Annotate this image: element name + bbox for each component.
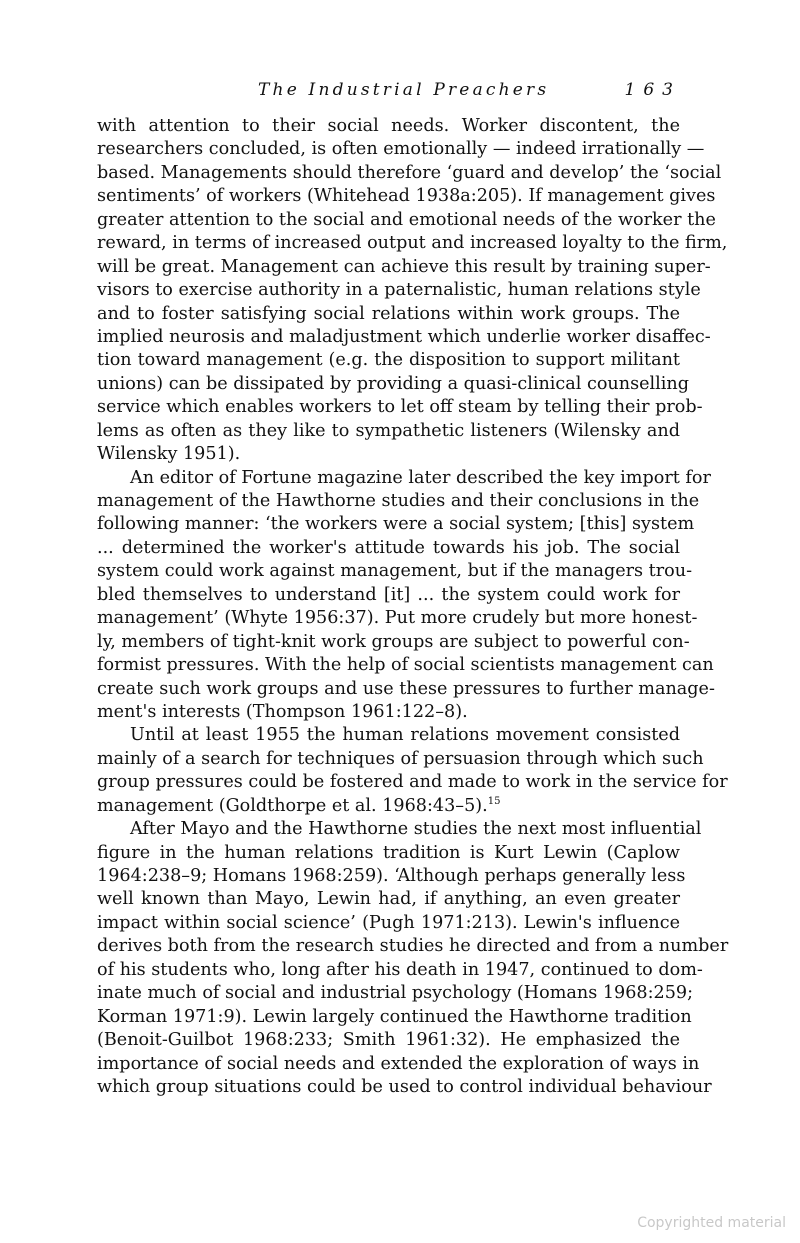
paragraph-2: [97, 467, 715, 725]
text-line: service which enables workers to let off steam by telling their prob-: [97, 397, 703, 418]
text-line: bled themselves to understand [it] ... the system could work for: [97, 584, 680, 605]
text-line: well known than Mayo, Lewin had, if anything, an even greater: [97, 889, 680, 910]
text-line: will be great. Management can achieve this result by training super-: [97, 256, 711, 277]
text-line: reward, in terms of increased output and increased loyalty to the firm,: [97, 233, 728, 254]
copyright-watermark: Copyrighted material: [637, 1215, 786, 1231]
text-line: and to foster satisfying social relations within work groups. The: [97, 303, 680, 324]
text-line: of his students who, long after his death in 1947, continued to dom-: [97, 959, 703, 980]
paragraph-3: [97, 724, 728, 818]
running-title: The Industrial Preachers: [258, 80, 550, 100]
text-line: management (Goldthorpe et al. 1968:43–5).: [97, 795, 488, 816]
text-line: following manner: ‘the workers were a social system; [this] system: [97, 514, 695, 535]
text-line: which group situations could be used to control individual behaviour: [97, 1076, 712, 1097]
text-line: derives both from the research studies he directed and from a number: [97, 936, 729, 957]
text-line: ment's interests (Thompson 1961:122–8).: [97, 701, 468, 722]
text-line: management’ (Whyte 1956:37). Put more crudely but more honest-: [97, 608, 698, 629]
text-line: implied neurosis and maladjustment which underlie worker disaffec-: [97, 326, 711, 347]
paragraph-4: [97, 818, 729, 1099]
paragraph-1: [97, 115, 728, 467]
text-line: formist pressures. With the help of social scientists management can: [97, 655, 714, 676]
page-number: 163: [624, 80, 681, 100]
text-line: impact within social science’ (Pugh 1971:213). Lewin's influence: [97, 912, 680, 933]
text-line: system could work against management, but if the managers trou-: [97, 561, 693, 582]
text-line: unions) can be dissipated by providing a quasi-clinical counselling: [97, 373, 690, 394]
text-line: importance of social needs and extended the exploration of ways in: [97, 1053, 700, 1074]
text-line: management of the Hawthorne studies and their conclusions in the: [97, 491, 700, 511]
text-line: greater attention to the social and emotional needs of the worker the: [97, 209, 716, 230]
text-line: visors to exercise authority in a paternalistic, human relations style: [97, 280, 701, 301]
text-line-with-note: [97, 795, 680, 818]
text-line: tion toward management (e.g. the disposition to support militant: [97, 350, 680, 371]
text-line: ... determined the worker's attitude towards his job. The social: [97, 537, 680, 558]
text-line: ly, members of tight-knit work groups are subject to powerful con-: [97, 631, 690, 652]
text-line: create such work groups and use these pressures to further manage-: [97, 678, 715, 699]
text-line: Wilensky 1951).: [97, 444, 241, 465]
text-line: Korman 1971:9). Lewin largely continued the Hawthorne tradition: [97, 1006, 692, 1027]
text-line: lems as often as they like to sympathetic listeners (Wilensky and: [97, 420, 680, 441]
body-text: [97, 115, 729, 1099]
text-line: figure in the human relations tradition is Kurt Lewin (Caplow: [97, 842, 680, 863]
text-line-first: Until at least 1955 the human relations movement consisted: [130, 725, 680, 746]
running-head: [95, 80, 681, 106]
text-line: inate much of social and industrial psychology (Homans 1968:259;: [97, 983, 694, 1004]
text-line-first: An editor of Fortune magazine later described the key import for: [130, 467, 711, 488]
footnote-marker[interactable]: 15: [487, 795, 501, 807]
text-line-first: After Mayo and the Hawthorne studies the next most influential: [130, 819, 702, 840]
text-line: 1964:238–9; Homans 1968:259). ‘Although perhaps generally less: [97, 866, 686, 886]
text-line: with attention to their social needs. Worker discontent, the: [97, 116, 680, 136]
text-line: group pressures could be fostered and made to work in the service for: [97, 772, 728, 793]
text-line: based. Managements should therefore ‘guard and develop’ the ‘social: [97, 162, 722, 183]
text-line: researchers concluded, is often emotionally — indeed irrationally —: [97, 139, 705, 160]
text-line: (Benoit-Guilbot 1968:233; Smith 1961:32). He emphasized the: [97, 1030, 680, 1051]
text-line: mainly of a search for techniques of persuasion through which such: [97, 748, 704, 769]
text-line: sentiments’ of workers (Whitehead 1938a:205). If management gives: [97, 186, 716, 207]
